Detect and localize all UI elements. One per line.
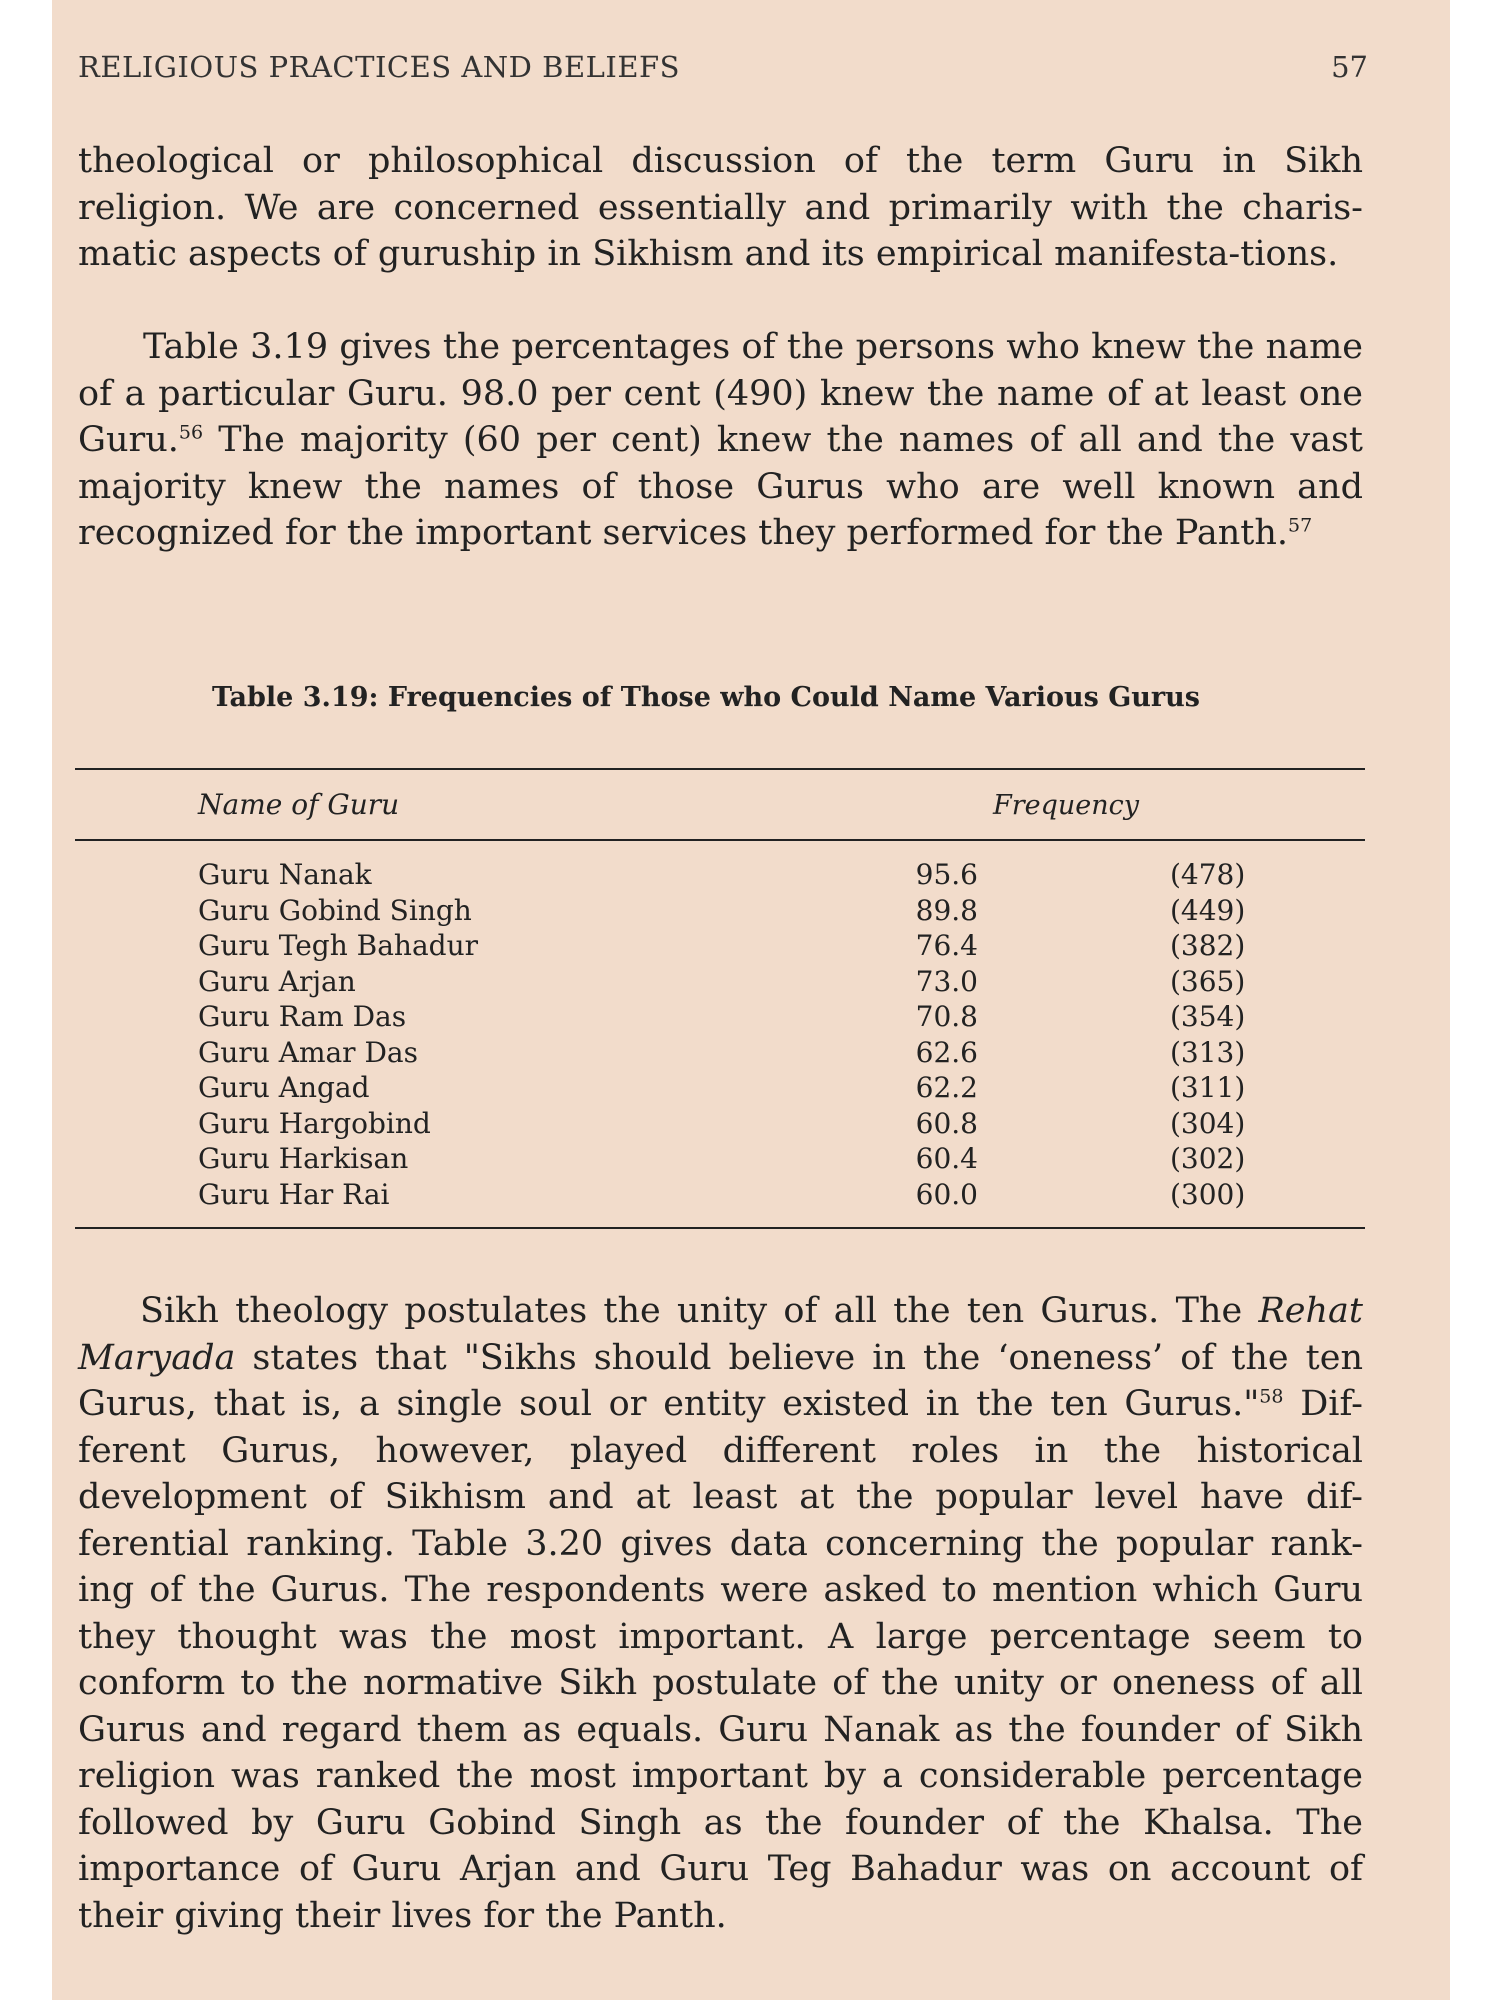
guru-name: Guru Gobind Singh <box>198 893 472 927</box>
paragraph-2 <box>78 324 1363 557</box>
table-row <box>198 1142 1298 1178</box>
paragraph-3-text-b: states that "Sikhs should believe in the ‘oneness’ of the ten Gurus, that is, a single soul or entity existed in the ten Gurus." <box>78 1337 1363 1424</box>
table-top-rule <box>75 768 1365 770</box>
guru-name: Guru Ram Das <box>198 1000 407 1033</box>
paragraph-2-text-a: Table 3.19 gives the percentages of the persons who knew the name of a particular Guru. 98.0 per cent (490) knew the name of at least one Guru. <box>78 327 1363 460</box>
table-row <box>198 1071 1298 1107</box>
frequency-count: (302) <box>1170 1142 1246 1175</box>
frequency-count: (449) <box>1170 893 1246 927</box>
table-caption: Table 3.19: Frequencies of Those who Could Name Various Gurus <box>212 682 1200 713</box>
running-title: RELIGIOUS PRACTICES AND BELIEFS <box>78 50 680 84</box>
paragraph-3-text-a: Sikh theology postulates the unity of all the ten Gurus. The <box>140 1291 1259 1331</box>
guru-name: Guru Hargobind <box>198 1106 431 1140</box>
footnote-ref-57: 57 <box>1288 514 1313 537</box>
table-row <box>198 894 1298 930</box>
frequency-percent: 76.4 <box>915 929 978 962</box>
table-row <box>198 929 1298 965</box>
frequency-count: (311) <box>1170 1071 1246 1104</box>
frequency-count: (304) <box>1170 1106 1246 1140</box>
column-header-name: Name of Guru <box>198 788 400 821</box>
frequency-count: (313) <box>1170 1035 1246 1069</box>
frequency-percent: 70.8 <box>915 1000 978 1033</box>
table-header-rule <box>75 839 1365 841</box>
table-row <box>198 1107 1298 1143</box>
frequency-count: (382) <box>1170 929 1246 962</box>
guru-name: Guru Angad <box>198 1071 370 1104</box>
paragraph-3-text-c: Dif-ferent Gurus, however, played different roles in the historical development of Sikhism and at least at the popular level have dif-ferential ranking. Table 3.20 gives data concerning the popular rank-ing of the Gurus. The respondents were asked to mention which Guru they thought was the most important. A large percentage seem to conform to the normative Sikh postulate of the unity or oneness of all Gurus and regard them as equals. Guru Nanak as the founder of Sikh religion was ranked the most important by a considerable percentage followed by Guru Gobind Singh as the founder of the Khalsa. The importance of Guru Arjan and Guru Teg Bahadur was on account of their giving their lives for the Panth. <box>78 1384 1363 1936</box>
table-row <box>198 965 1298 1001</box>
guru-name: Guru Arjan <box>198 964 356 998</box>
frequency-count: (365) <box>1170 964 1246 998</box>
frequency-count: (300) <box>1170 1177 1246 1211</box>
guru-name: Guru Tegh Bahadur <box>198 929 478 962</box>
table-row <box>198 1178 1298 1214</box>
guru-name: Guru Harkisan <box>198 1142 409 1175</box>
frequency-percent: 95.6 <box>915 858 978 891</box>
frequency-percent: 60.0 <box>915 1177 978 1211</box>
frequency-percent: 62.2 <box>915 1071 978 1104</box>
frequency-percent: 73.0 <box>915 964 978 998</box>
table-row <box>198 858 1298 894</box>
page-number: 57 <box>1331 50 1368 84</box>
table-body <box>198 858 1298 1213</box>
paragraph-2-text-b: The majority (60 per cent) knew the names of all and the vast majority knew the names of those Gurus who are well known and recognized for the important services they performed for the Panth. <box>78 420 1363 553</box>
frequency-percent: 62.6 <box>915 1035 978 1069</box>
paragraph-3-italic-title: Rehat Maryada <box>78 1291 1363 1378</box>
table-row <box>198 1036 1298 1072</box>
frequency-percent: 89.8 <box>915 893 978 927</box>
frequency-count: (478) <box>1170 858 1246 891</box>
guru-name: Guru Amar Das <box>198 1035 418 1069</box>
guru-name: Guru Har Rai <box>198 1177 390 1211</box>
guru-name: Guru Nanak <box>198 858 372 891</box>
column-header-frequency: Frequency <box>993 790 1140 821</box>
frequency-percent: 60.4 <box>915 1142 978 1175</box>
frequency-percent: 60.8 <box>915 1106 978 1140</box>
paragraph-3 <box>78 1288 1363 1939</box>
table-row <box>198 1000 1298 1036</box>
paragraph-1: theological or philosophical discussion of the term Guru in Sikh religion. We are concerned essentially and primarily with the charis-matic aspects of guruship in Sikhism and its empirical manifesta-tions. <box>78 141 1363 274</box>
footnote-ref-56: 56 <box>178 421 204 444</box>
frequency-count: (354) <box>1170 1000 1246 1033</box>
footnote-ref-58: 58 <box>1259 1385 1284 1408</box>
table-bottom-rule <box>75 1227 1365 1229</box>
